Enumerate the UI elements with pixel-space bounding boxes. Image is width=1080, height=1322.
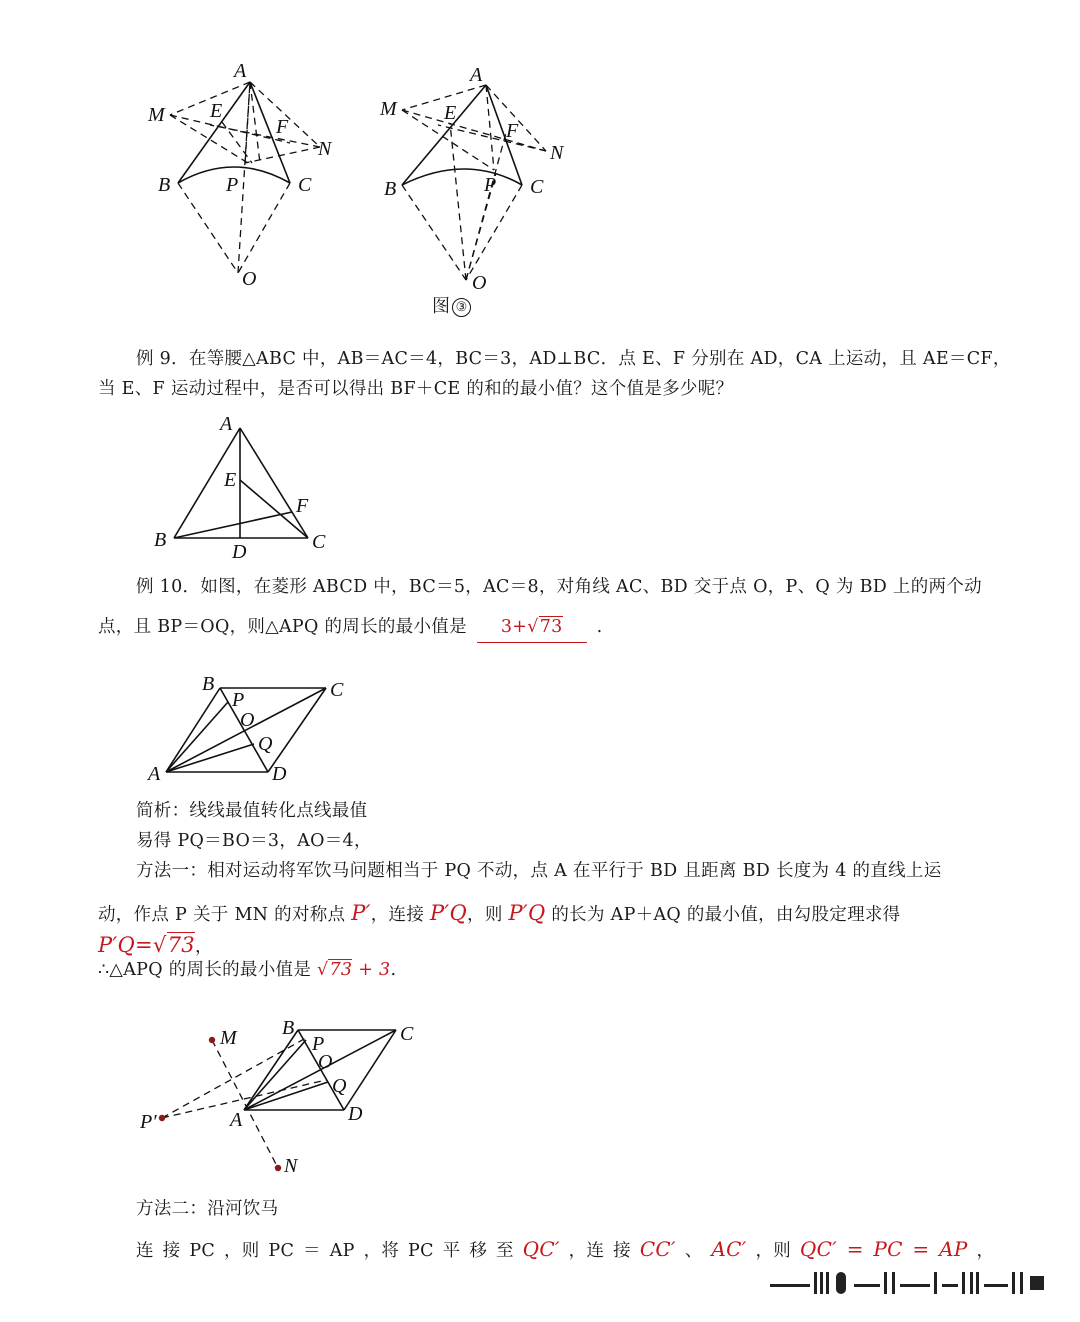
example10-question: 点，且 BP＝OQ，则△APQ 的周长的最小值是 [98, 617, 467, 637]
label-C: C [400, 1023, 414, 1045]
answer-part: 3+ [500, 617, 528, 637]
label-A: A [234, 60, 247, 82]
m1-period: . [390, 960, 397, 980]
m1-conclusion: ∴△APQ 的周长的最小值是 [98, 960, 317, 980]
m1-ppq-2: P′Q [508, 901, 546, 925]
m2-text-a: 连 接 PC ，则 PC ＝ AP ，将 PC 平 移 至 [136, 1241, 523, 1261]
label-F-2: F [506, 120, 519, 142]
m2-text-e: ， [967, 1241, 995, 1261]
m2-text-d: ，则 [746, 1241, 800, 1261]
m1-text-c: ，则 [467, 905, 509, 925]
reflection-figure [136, 1016, 436, 1181]
caption-text: 图 [432, 296, 450, 317]
point-M [209, 1037, 215, 1043]
m1-text-b: ，连接 [370, 905, 430, 925]
label-B: B [282, 1017, 295, 1039]
label-A: A [230, 1109, 243, 1131]
label-N: N [284, 1155, 298, 1177]
label-N-2: N [550, 142, 564, 164]
label-C: C [312, 531, 326, 553]
m2-qc: QC′ [522, 1237, 560, 1261]
answer-blank: 3+√73 [477, 612, 587, 643]
m1-text-a: 动，作点 P 关于 MN 的对称点 [98, 905, 352, 925]
label-M: M [220, 1027, 237, 1049]
label-A: A [148, 763, 161, 785]
m2-text-b: ，连 接 [559, 1241, 640, 1261]
m2-text-c: 、 [675, 1241, 712, 1261]
label-O-2: O [472, 272, 487, 294]
m1-sqrt2: √73 + 3 [316, 960, 391, 980]
label-A-2: A [470, 64, 483, 86]
label-F: F [296, 495, 309, 517]
m1-sqrt: √73 [152, 933, 195, 957]
label-M-2: M [380, 98, 397, 120]
label-E-2: E [444, 102, 457, 124]
m2-eq: QC′ = PC = AP [799, 1237, 968, 1261]
label-Pprime: P′ [140, 1111, 157, 1133]
watermark-barcode [770, 1272, 1060, 1298]
answer-root: 73 [539, 617, 563, 637]
label-E: E [210, 100, 223, 122]
method2-line [136, 1234, 996, 1266]
label-F: F [276, 116, 289, 138]
label-P: P [232, 689, 245, 711]
label-Q: Q [332, 1075, 347, 1097]
m2-cc: CC′ [639, 1237, 676, 1261]
figure-caption [432, 292, 471, 318]
label-C: C [330, 679, 344, 701]
example9-line1: 例 9．在等腰△ABC 中，AB＝AC＝4，BC＝3，AD⊥BC．点 E、F 分别在 AD，CA 上运动，且 AE＝CF， [136, 349, 1011, 369]
left-diagram [147, 60, 333, 290]
label-P: P [226, 174, 239, 196]
analysis-line2: 易得 PQ＝BO＝3，AO＝4， [136, 831, 372, 851]
figure-3-diagrams [130, 55, 590, 295]
label-B-2: B [384, 178, 397, 200]
label-D: D [348, 1103, 363, 1125]
label-O: O [240, 709, 255, 731]
right-diagram [379, 64, 565, 294]
m1-text-d: 的长为 AP＋AQ 的最小值，由勾股定理求得 [545, 905, 901, 925]
label-A: A [220, 413, 233, 435]
m1-eq: P′Q= [98, 933, 153, 957]
label-P: P [312, 1033, 325, 1055]
m2-ac: AC′ [711, 1237, 747, 1261]
label-D: D [232, 541, 247, 563]
method1-line1: 方法一：相对运动将军饮马问题相当于 PQ 不动，点 A 在平行于 BD 且距离 BD 长度为 4 的直线上运 [136, 861, 942, 881]
label-M: M [148, 104, 165, 126]
method1-line3 [98, 955, 998, 985]
analysis-line1: 简析：线线最值转化点线最值 [136, 801, 368, 821]
m1-text-e: ， [194, 937, 213, 957]
caption-circled-number: ③ [452, 298, 471, 317]
period: . [596, 617, 603, 637]
method1-line2 [98, 898, 1018, 962]
m1-ppq: P′Q [430, 901, 468, 925]
example10-line1: 例 10．如图，在菱形 ABCD 中，BC＝5，AC＝8，对角线 AC、BD 交于点 O，P、Q 为 BD 上的两个动 [136, 577, 982, 597]
label-E: E [224, 469, 237, 491]
label-C-2: C [530, 176, 544, 198]
m1-plus: + 3 [358, 960, 391, 980]
label-B: B [158, 174, 171, 196]
example10-line2 [98, 612, 998, 643]
label-P-2: P [484, 174, 497, 196]
m1-root: 73 [167, 933, 195, 957]
label-B: B [154, 529, 167, 551]
label-O: O [318, 1051, 333, 1073]
label-O: O [242, 268, 257, 290]
m1-pprime: P′ [351, 901, 371, 925]
point-Pprime [159, 1115, 165, 1121]
method2-title: 方法二：沿河饮马 [136, 1199, 279, 1219]
label-Q: Q [258, 733, 273, 755]
label-B: B [202, 673, 215, 695]
point-N [275, 1165, 281, 1171]
m1-root2: 73 [329, 960, 353, 980]
label-D: D [272, 763, 287, 785]
label-C: C [298, 174, 312, 196]
example9-triangle-figure [150, 410, 350, 565]
label-N: N [318, 138, 332, 160]
example9-line2: 当 E、F 运动过程中，是否可以得出 BF＋CE 的和的最小值？这个值是多少呢？ [98, 379, 734, 399]
rhombus-figure [140, 668, 360, 788]
